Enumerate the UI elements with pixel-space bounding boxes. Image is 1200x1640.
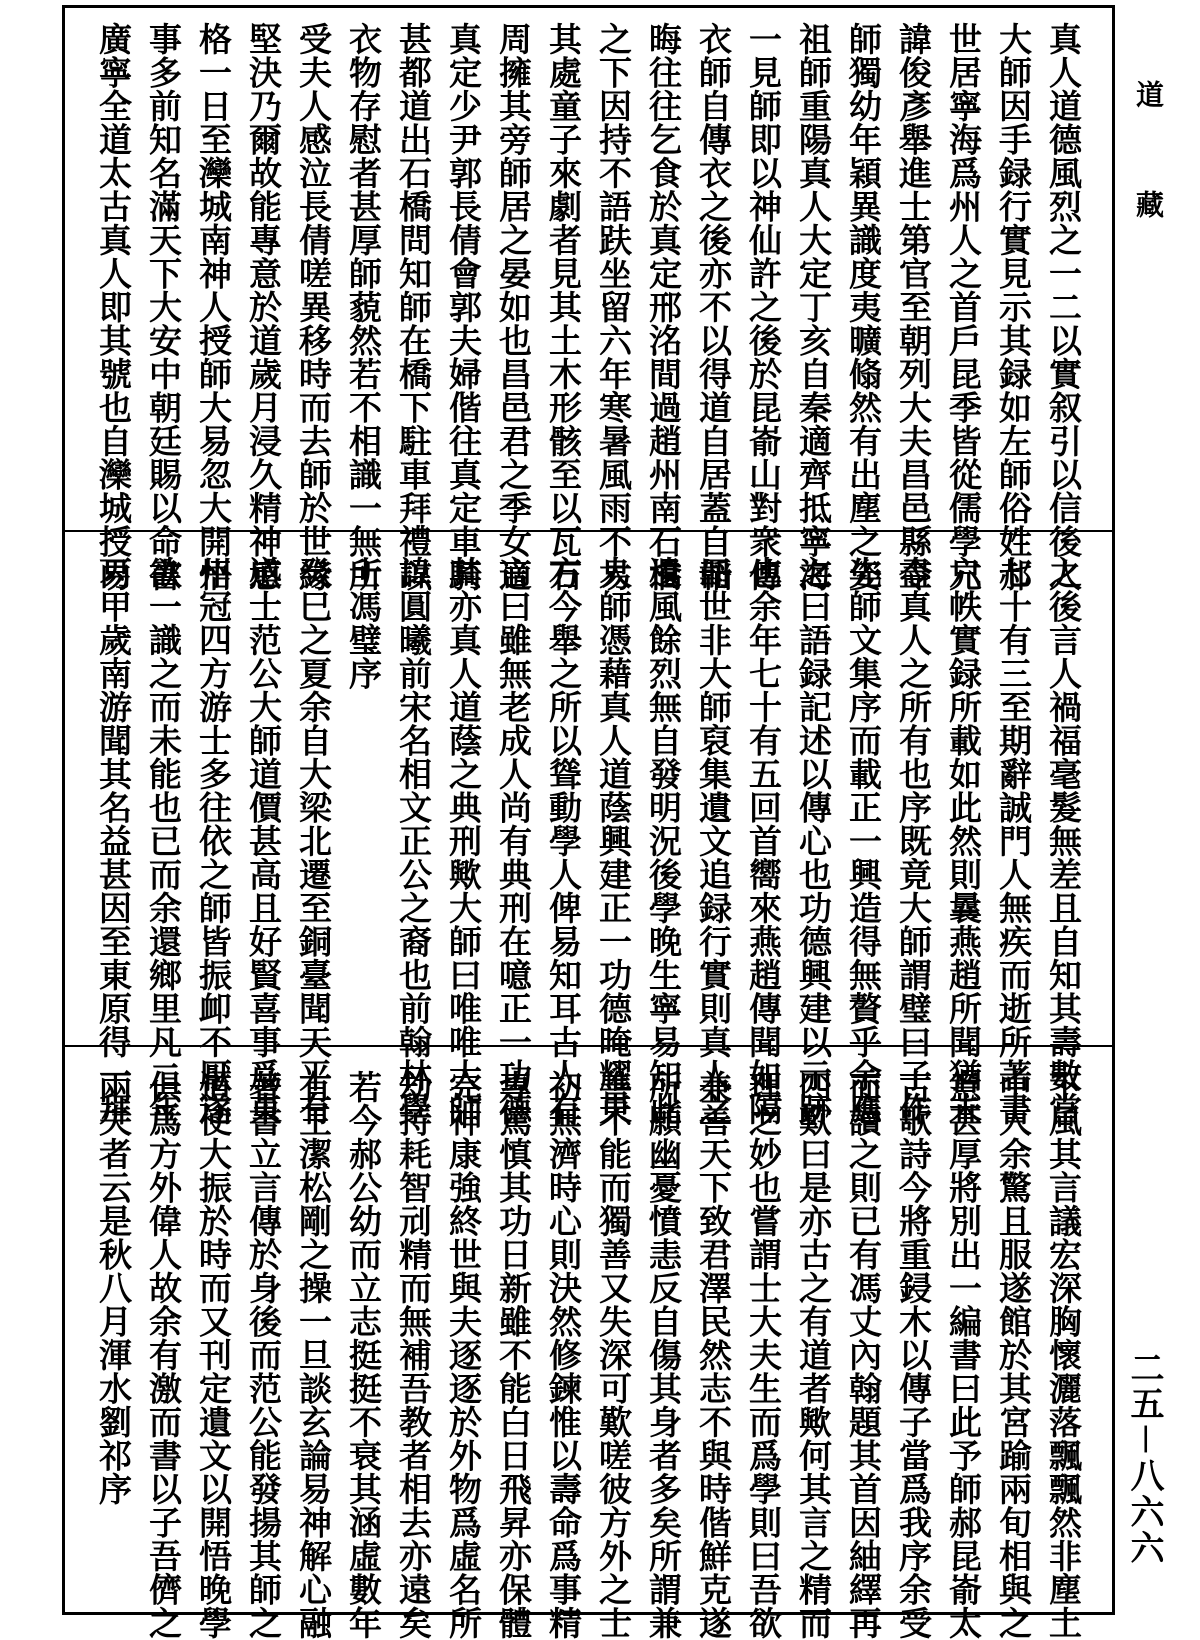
text-column: 先師文集序而載正一興造得無贅乎余應 <box>844 556 883 1126</box>
text-column: 衣物存慰者甚厚師藐然若不相識一無所 <box>344 22 383 592</box>
text-column: 晦往往乞食於真定邢洺間過趙州南石橋 <box>644 22 683 592</box>
text-column: 下風其言議宏深胸懷灑落飄飄然非塵土 <box>1044 1070 1083 1640</box>
text-column: 周擁其旁師居之晏如也昌邑君之季女適 <box>494 22 533 592</box>
text-column: 諱圓曦前宋名相文正公之裔也前翰林學 <box>394 556 433 1126</box>
text-column: 著書立言傳於身後而范公能發揚其師之 <box>244 1070 283 1640</box>
collection-title: 道藏 <box>1132 80 1165 300</box>
text-column: 七十有三至期辭誠門人無疾而逝所著書 <box>994 556 1033 1126</box>
text-column: 也余年七十有五回首嚮來燕趙傳聞如隔 <box>744 556 783 1126</box>
text-column: 兩失者云是秋八月渾水劉祁序 <box>94 1070 133 1506</box>
text-column: 堅決乃爾故能專意於道歲月浸久精神感 <box>244 22 283 592</box>
text-column: 兼善天下致君澤民然志不與時偕鮮克遂 <box>694 1070 733 1640</box>
text-column: 一見師即以神仙許之後於昆嵛山對衆傳 <box>744 22 783 592</box>
text-column: 受夫人感泣長倩嗟異移時而去師於世緣 <box>294 22 333 592</box>
text-column: 真人道德風烈之一二以實叙引以信後人 <box>1044 22 1083 592</box>
register-divider <box>65 1045 1112 1047</box>
text-column: 劫持耗智刓精而無補吾教者相去亦遠矣 <box>394 1070 433 1640</box>
text-column: 中人余驚且服遂館於其宮踰兩旬相與之 <box>994 1070 1033 1640</box>
text-column: 四歎曰是亦古之有道者歟何其言之精而 <box>794 1070 833 1640</box>
text-column: 專篤慎其功日新雖不能白日飛昇亦保體 <box>494 1070 533 1640</box>
text-column: 方今舉之所以聳動學人俾易知耳古人有 <box>544 556 583 1126</box>
text-column: 癸巳之夏余自大梁北遷至銅臺聞天平有 <box>294 556 333 1126</box>
text-column: 丙甲歲南游聞其名益甚因至東原得一拜 <box>94 556 133 1126</box>
text-column: 之後言人禍福毫髮無差且自知其壽數當 <box>1044 556 1083 1126</box>
text-column: 師獨幼年穎異識度夷曠翛然有出塵之姿 <box>844 22 883 592</box>
text-column: 道使大振於時而又刊定遺文以開悟晚學 <box>194 1070 233 1640</box>
text-column: 俱爲方外偉人故余有激而書以子吾儕之 <box>144 1070 183 1640</box>
text-column: 若今郝公幼而立志挺挺不衰其涵虛數年 <box>344 1070 383 1640</box>
text-column: 格一日至灤城南神人授師大易忽大開悟 <box>194 22 233 592</box>
text-column: 有王潔松剛之操一旦談玄論易神解心融 <box>294 1070 333 1640</box>
text-column: 廣寧全道太古真人即其號也自灤城授易 <box>94 22 133 592</box>
page-frame <box>62 5 1115 1640</box>
text-column: 事多前知名滿天下大安中朝廷賜以命書 <box>144 22 183 592</box>
text-column: 祖師重陽真人大定丁亥自秦適齊抵寧海 <box>794 22 833 592</box>
text-column: 之下因持不語趺坐留六年寒暑風雨不易 <box>594 22 633 592</box>
text-column: 古歌詩今將重鋟木以傳子當爲我序余受 <box>894 1070 933 1640</box>
text-column: 之曰語録記述以傳心也功德興建以示跡 <box>794 556 833 1126</box>
text-column: 善不能而獨善又失深可歎嗟彼方外之士 <box>594 1070 633 1640</box>
text-column: 諱俊彥舉進士第官至朝列大夫昌邑縣令 <box>894 22 933 592</box>
text-column: 大師憑藉真人道蔭興建正一功德晻耀東 <box>594 556 633 1126</box>
register-bottom <box>65 1070 1112 1640</box>
text-column: 六帙實録所載如此然則曩燕趙所聞猶未 <box>944 556 983 1126</box>
text-column: 遺風餘烈無自發明況後學晚生寧易知此 <box>644 556 683 1126</box>
text-column: 而讀之則已有馮丈內翰題其首因紬繹再 <box>844 1070 883 1640</box>
text-column: 意甚厚將別出一編書曰此予師郝昆嵛太 <box>944 1070 983 1640</box>
text-column: 完神康強終世與夫逐逐於外物爲虛名所 <box>444 1070 483 1640</box>
text-column: 甚都道出石橋問知師在橋下駐車拜禮以 <box>394 22 433 592</box>
text-column: 所願幽憂憤恚反自傷其身者多矣所謂兼 <box>644 1070 683 1640</box>
text-column: 州冠四方游士多往依之師皆振卹不厭遂 <box>194 556 233 1126</box>
page-number: 二五－八六六 <box>1124 1350 1164 1566</box>
register-divider <box>65 530 1112 532</box>
text-column: 士馮璧序 <box>344 556 383 690</box>
text-column: 真定少尹郭長倩會郭夫婦偕往真定車騎 <box>444 22 483 592</box>
text-column: 欲一識之而未能也已而余還鄉里凡二年 <box>144 556 183 1126</box>
text-column: 言曰雖無老成人尚有典刑在噫正一功德 <box>494 556 533 1126</box>
register-middle <box>65 556 1112 1126</box>
text-column: 大師因手録行實見示其録如左師俗姓郝 <box>994 22 1033 592</box>
text-column: 衣師自傳衣之後亦不以得道自居蓋自韜 <box>694 22 733 592</box>
text-column: 冊世非大師裒集遺文追録行實則真人之 <box>694 556 733 1126</box>
text-column: 其處童子來劇者見其土木形骸至以瓦石 <box>544 22 583 592</box>
text-column: 其亦真人道蔭之典刑歟大師曰唯唯大師 <box>444 556 483 1126</box>
register-top <box>65 22 1112 592</box>
text-column: 理之妙也嘗謂士大夫生而爲學則曰吾欲 <box>744 1070 783 1640</box>
text-column: 盡真人之所有也序既竟大師謂璧曰子作 <box>894 556 933 1126</box>
text-column: 世居寧海爲州人之首戶昆季皆從儒學兄 <box>944 22 983 592</box>
text-column: 道士范公大師道價甚高且好賢喜事爲東 <box>244 556 283 1126</box>
text-column: 初無濟時心則決然修鍊惟以壽命爲事精 <box>544 1070 583 1640</box>
